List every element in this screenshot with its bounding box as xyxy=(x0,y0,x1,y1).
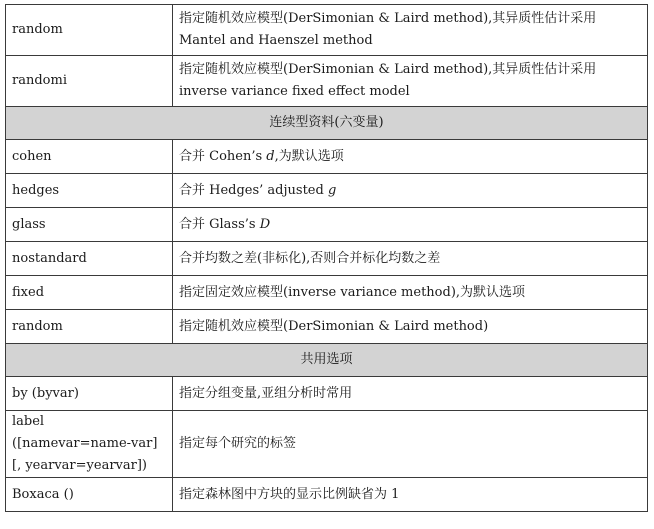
option-name: label ([namevar=name-var] [, yearvar=yearvar]) xyxy=(6,411,173,478)
table-row xyxy=(6,56,648,107)
option-description: 合并 Cohen’s d,为默认选项 xyxy=(173,140,648,174)
options-table xyxy=(5,4,648,512)
option-name: random xyxy=(6,310,173,344)
section-title-common: 共用选项 xyxy=(6,344,648,377)
section-header-row xyxy=(6,344,648,377)
section-title-continuous: 连续型资料(六变量) xyxy=(6,107,648,140)
table-row xyxy=(6,377,648,411)
option-description: 指定随机效应模型(DerSimonian & Laird method) xyxy=(173,310,648,344)
table-row xyxy=(6,140,648,174)
option-description: 指定每个研究的标签 xyxy=(173,411,648,478)
option-description: 指定分组变量,亚组分析时常用 xyxy=(173,377,648,411)
table-row xyxy=(6,310,648,344)
option-description: 指定固定效应模型(inverse variance method),为默认选项 xyxy=(173,276,648,310)
section-header-row xyxy=(6,107,648,140)
option-name: randomi xyxy=(6,56,173,107)
option-description: 合并均数之差(非标化),否则合并标化均数之差 xyxy=(173,242,648,276)
option-name: nostandard xyxy=(6,242,173,276)
table-row xyxy=(6,208,648,242)
option-description: 指定随机效应模型(DerSimonian & Laird method),其异质性估计采用 Mantel and Haenszel method xyxy=(173,5,648,56)
table-row xyxy=(6,174,648,208)
table-row xyxy=(6,5,648,56)
table-row xyxy=(6,276,648,310)
option-description: 合并 Hedges’ adjusted g xyxy=(173,174,648,208)
option-description: 指定随机效应模型(DerSimonian & Laird method),其异质性估计采用 inverse variance fixed effect model xyxy=(173,56,648,107)
table-row xyxy=(6,478,648,512)
option-name: fixed xyxy=(6,276,173,310)
option-description: 指定森林图中方块的显示比例缺省为 1 xyxy=(173,478,648,512)
table-row xyxy=(6,242,648,276)
option-name: glass xyxy=(6,208,173,242)
table-row xyxy=(6,411,648,478)
option-name: Boxaca () xyxy=(6,478,173,512)
option-name: by (byvar) xyxy=(6,377,173,411)
option-name: cohen xyxy=(6,140,173,174)
option-description: 合并 Glass’s D xyxy=(173,208,648,242)
option-name: random xyxy=(6,5,173,56)
option-name: hedges xyxy=(6,174,173,208)
